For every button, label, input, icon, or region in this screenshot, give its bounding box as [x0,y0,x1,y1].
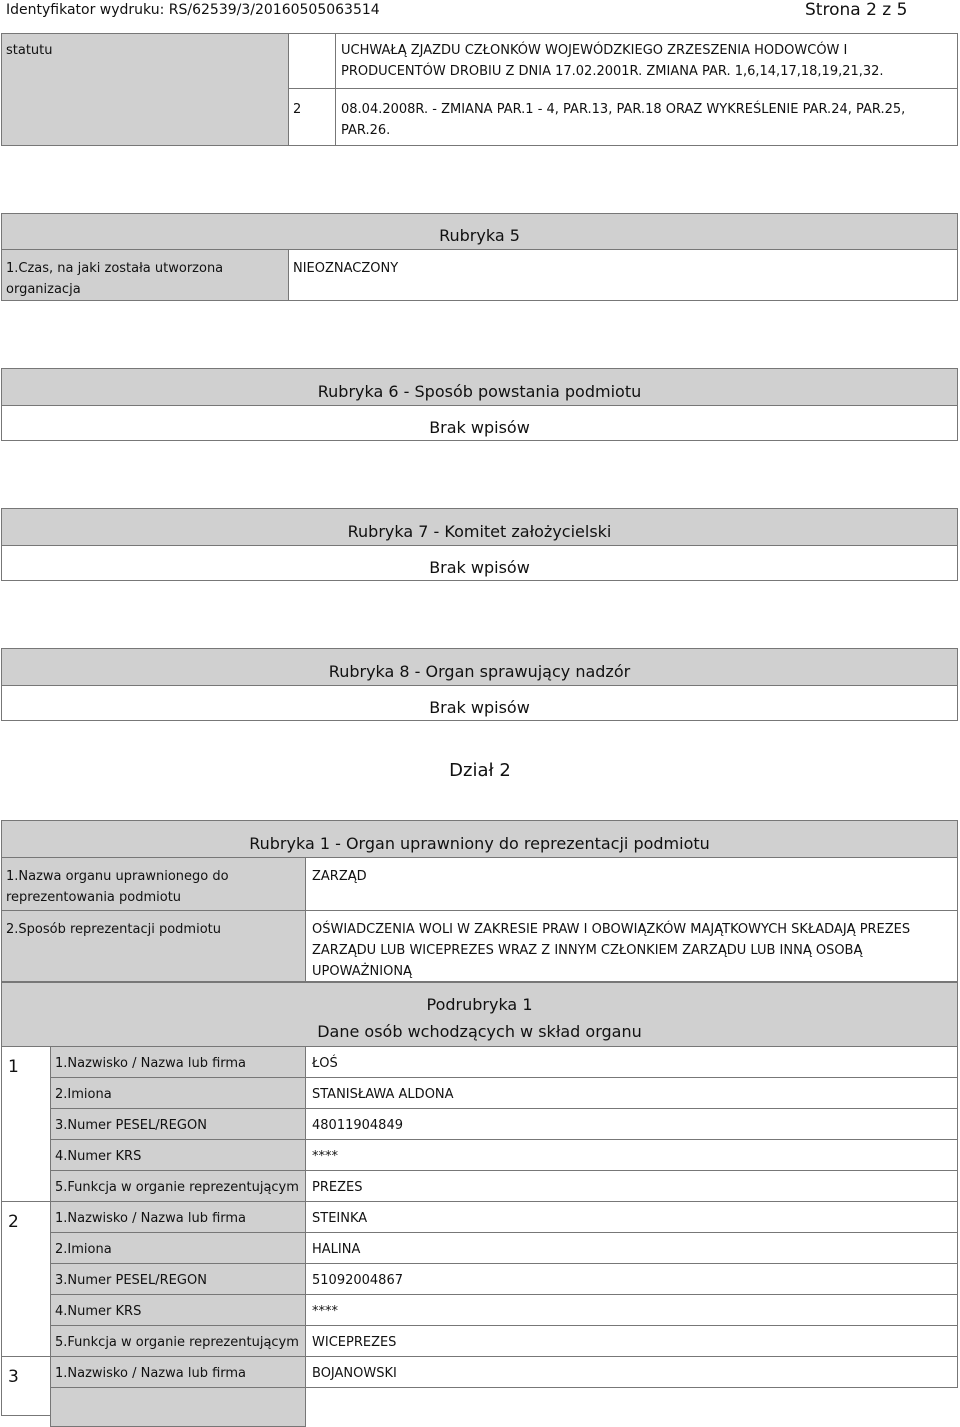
method-label: 2.Sposób reprezentacji podmiotu [6,922,221,937]
statute-row-1-text: UCHWAŁĄ ZJAZDU CZŁONKÓW WOJEWÓDZKIEGO ZRZESZENIA HODOWCÓW I PRODUCENTÓW DROBIU Z DNIA 17.02.2001R. ZMIANA PAR. 1,6,14,17,18,19,21,32. [341,43,884,79]
person-number-cell [1,1201,51,1357]
given-value-cell [305,1232,958,1264]
given-value: STANISŁAWA ALDONA [312,1087,454,1102]
given-label-cell [50,1232,306,1264]
name-value: STEINKA [312,1211,368,1226]
function-label-cell [50,1170,306,1202]
name-value-cell [305,1356,958,1388]
duration-label: 1.Czas, na jaki została utworzona organizacja [6,261,224,297]
function-value: WICEPREZES [312,1335,397,1350]
function-label: 5.Funkcja w organie reprezentującym [55,1180,299,1195]
duration-label-cell [1,249,289,301]
name-label-cell [50,1201,306,1233]
krs-value: **** [312,1304,338,1319]
name-value-cell [305,1046,958,1078]
method-value-cell [305,910,958,982]
function-label: 5.Funkcja w organie reprezentującym [55,1335,299,1350]
podrubryka-header [1,982,958,1047]
name-label-cell [50,1356,306,1388]
name-label: 1.Nazwisko / Nazwa lub firma [55,1056,247,1071]
person-number-cell [1,1356,51,1416]
person-number: 1 [8,1057,19,1077]
krs-label: 4.Numer KRS [55,1149,142,1164]
name-value-cell [305,1201,958,1233]
organ-label: 1.Nazwa organu uprawnionego do reprezentowania podmiotu [6,869,229,905]
rubryka-1-title: Rubryka 1 - Organ uprawniony do reprezentacji podmiotu [1,820,958,858]
rubryka-7-empty: Brak wpisów [1,545,958,581]
krs-label-cell [50,1139,306,1171]
person-number: 2 [8,1212,19,1232]
pesel-value: 48011904849 [312,1118,403,1133]
section-title: Dział 2 [449,760,511,781]
given-value: HALINA [312,1242,361,1257]
rubryka-5-title: Rubryka 5 [1,213,958,250]
rubryka-6-title: Rubryka 6 - Sposób powstania podmiotu [1,368,958,406]
rubryka-7-title: Rubryka 7 - Komitet założycielski [1,508,958,546]
person-number-cell [1,1046,51,1202]
rubryka-8-empty: Brak wpisów [1,685,958,721]
person-number: 3 [8,1367,19,1387]
statute-row-2-no: 2 [293,102,302,117]
duration-value: NIEOZNACZONY [293,261,399,276]
statute-row-1-no [288,33,336,89]
function-value-cell [305,1325,958,1357]
given-label-cell [50,1387,306,1427]
krs-value-cell [305,1139,958,1171]
method-label-cell [1,910,306,982]
statute-row-1 [335,33,958,89]
given-label: 2.Imiona [55,1087,112,1102]
krs-value: **** [312,1149,338,1164]
statute-row-2-no-cell [288,88,336,146]
page-number: Strona 2 z 5 [805,0,908,20]
duration-value-cell [288,249,958,301]
pesel-label-cell [50,1108,306,1140]
organ-value: ZARZĄD [312,869,367,884]
pesel-value-cell [305,1263,958,1295]
pesel-value-cell [305,1108,958,1140]
pesel-value: 51092004867 [312,1273,403,1288]
krs-value-cell [305,1294,958,1326]
pesel-label: 3.Numer PESEL/REGON [55,1118,207,1133]
pesel-label-cell [50,1263,306,1295]
name-value: ŁOŚ [312,1056,338,1071]
podrubryka-subtitle: Dane osób wchodzących w skład organu [317,1022,642,1041]
name-label: 1.Nazwisko / Nazwa lub firma [55,1211,247,1226]
pesel-label: 3.Numer PESEL/REGON [55,1273,207,1288]
podrubryka-title: Podrubryka 1 [426,995,533,1014]
given-label-cell [50,1077,306,1109]
given-label: 2.Imiona [55,1242,112,1257]
statute-row-2 [335,88,958,146]
organ-value-cell [305,857,958,911]
function-value: PREZES [312,1180,363,1195]
rubryka-8-title: Rubryka 8 - Organ sprawujący nadzór [1,648,958,686]
function-value-cell [305,1170,958,1202]
name-label: 1.Nazwisko / Nazwa lub firma [55,1366,247,1381]
krs-label: 4.Numer KRS [55,1304,142,1319]
print-identifier: Identyfikator wydruku: RS/62539/3/20160505063514 [6,2,380,18]
function-label-cell [50,1325,306,1357]
statute-label: statutu [6,43,53,58]
krs-label-cell [50,1294,306,1326]
method-value: OŚWIADCZENIA WOLI W ZAKRESIE PRAW I OBOWIĄZKÓW MAJĄTKOWYCH SKŁADAJĄ PREZES ZARZĄDU LUB WICEPREZES WRAZ Z INNYM CZŁONKIEM ZARZĄDU LUB INNĄ OSOBĄ UPOWAŻNIONĄ [312,922,911,979]
rubryka-6-empty: Brak wpisów [1,405,958,441]
given-value-cell [305,1077,958,1109]
name-label-cell [50,1046,306,1078]
statute-label-cell [1,33,289,146]
name-value: BOJANOWSKI [312,1366,397,1381]
organ-label-cell [1,857,306,911]
statute-row-2-text: 08.04.2008R. - ZMIANA PAR.1 - 4, PAR.13, PAR.18 ORAZ WYKREŚLENIE PAR.24, PAR.25, PAR.26. [341,102,906,138]
